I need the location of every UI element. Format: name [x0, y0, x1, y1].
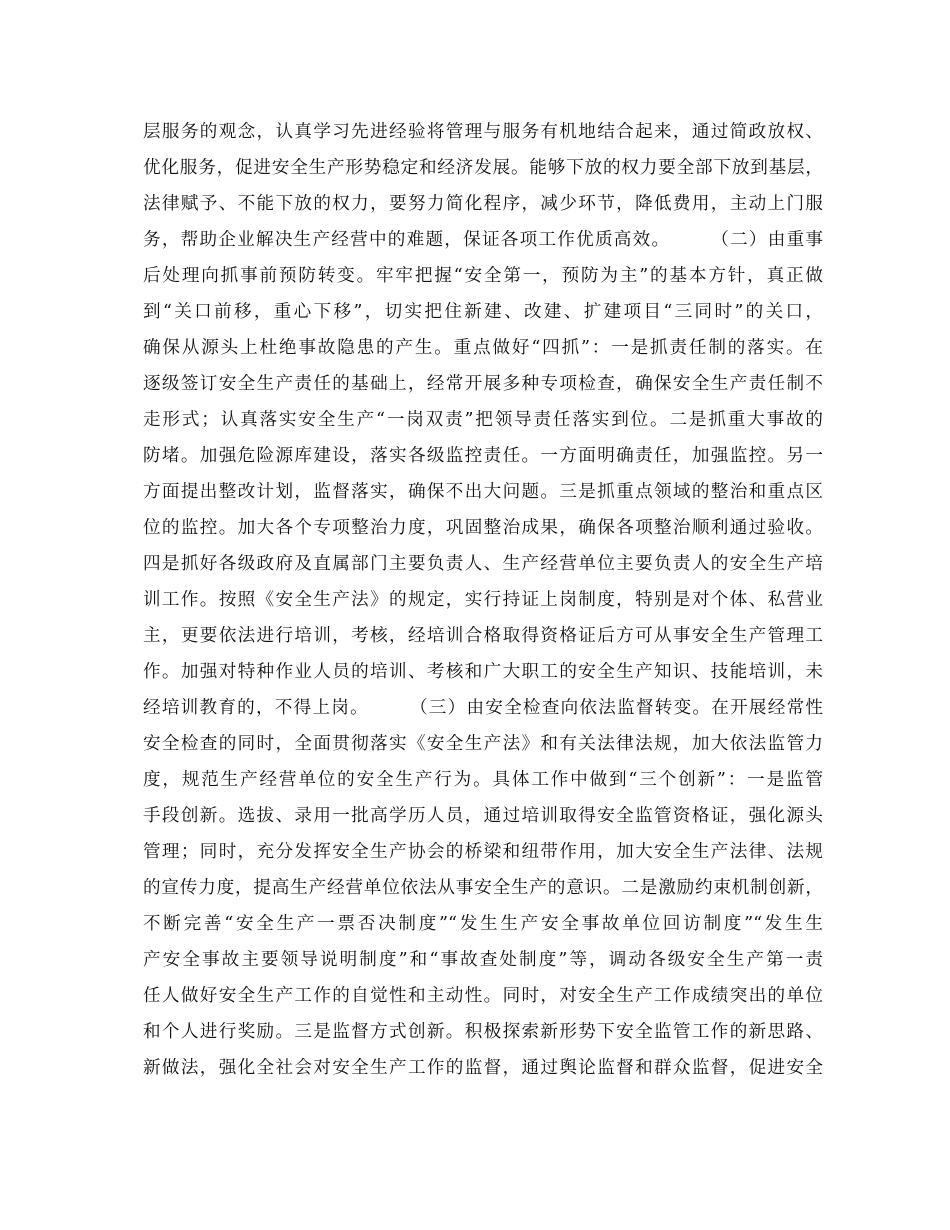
text-line: 不断完善“安全生产一票否决制度”“发生生产安全事故单位回访制度”“发生生	[143, 914, 823, 934]
text-line: 主，更要依法进行培训，考核，经培训合格取得资格证后方可从事安全生产管理工	[143, 626, 823, 646]
text-line: 优化服务，促进安全生产形势稳定和经济发展。能够下放的权力要全部下放到基层，	[143, 158, 823, 178]
text-line: 度，规范生产经营单位的安全生产行为。具体工作中做到“三个创新”：一是监管	[143, 770, 823, 790]
text-line: 的宣传力度，提高生产经营单位依法从事安全生产的意识。二是激励约束机制创新，	[143, 878, 823, 898]
text-line: 逐级签订安全生产责任的基础上，经常开展多种专项检查，确保安全生产责任制不	[143, 374, 823, 394]
text-line: 作。加强对特种作业人员的培训、考核和广大职工的安全生产知识、技能培训，未	[143, 662, 823, 682]
text-line: 方面提出整改计划，监督落实，确保不出大问题。三是抓重点领域的整治和重点区	[143, 482, 823, 502]
text-line: 四是抓好各级政府及直属部门主要负责人、生产经营单位主要负责人的安全生产培	[143, 554, 823, 574]
text-line: 走形式；认真落实安全生产“一岗双责”把领导责任落实到位。二是抓重大事故的	[143, 410, 823, 430]
text-line: 务，帮助企业解决生产经营中的难题，保证各项工作优质高效。 （二）由重事	[143, 230, 823, 250]
text-line: 任人做好安全生产工作的自觉性和主动性。同时，对安全生产工作成绩突出的单位	[143, 986, 823, 1006]
text-line: 安全检查的同时，全面贯彻落实《安全生产法》和有关法律法规，加大依法监管力	[143, 734, 823, 754]
text-line: 确保从源头上杜绝事故隐患的产生。重点做好“四抓”：一是抓责任制的落实。在	[143, 338, 823, 358]
body-text	[143, 114, 823, 1086]
text-line: 层服务的观念，认真学习先进经验将管理与服务有机地结合起来，通过简政放权、	[143, 122, 823, 142]
text-line: 到“关口前移，重心下移”，切实把住新建、改建、扩建项目“三同时”的关口，	[143, 302, 823, 322]
text-line: 位的监控。加大各个专项整治力度，巩固整治成果，确保各项整治顺利通过验收。	[143, 518, 823, 538]
text-line: 产安全事故主要领导说明制度”和“事故查处制度”等，调动各级安全生产第一责	[143, 950, 823, 970]
text-line: 新做法，强化全社会对安全生产工作的监督，通过舆论监督和群众监督，促进安全	[143, 1058, 823, 1078]
text-line: 训工作。按照《安全生产法》的规定，实行持证上岗制度，特别是对个体、私营业	[143, 590, 823, 610]
text-line: 和个人进行奖励。三是监督方式创新。积极探索新形势下安全监管工作的新思路、	[143, 1022, 823, 1042]
text-line: 后处理向抓事前预防转变。牢牢把握“安全第一，预防为主”的基本方针，真正做	[143, 266, 823, 286]
text-line: 手段创新。选拔、录用一批高学历人员，通过培训取得安全监管资格证，强化源头	[143, 806, 823, 826]
text-line: 管理；同时，充分发挥安全生产协会的桥梁和纽带作用，加大安全生产法律、法规	[143, 842, 823, 862]
text-line: 法律赋予、不能下放的权力，要努力简化程序，减少环节，降低费用，主动上门服	[143, 194, 823, 214]
text-line: 防堵。加强危险源库建设，落实各级监控责任。一方面明确责任，加强监控。另一	[143, 446, 823, 466]
text-line: 经培训教育的，不得上岗。 （三）由安全检查向依法监督转变。在开展经常性	[143, 698, 823, 718]
